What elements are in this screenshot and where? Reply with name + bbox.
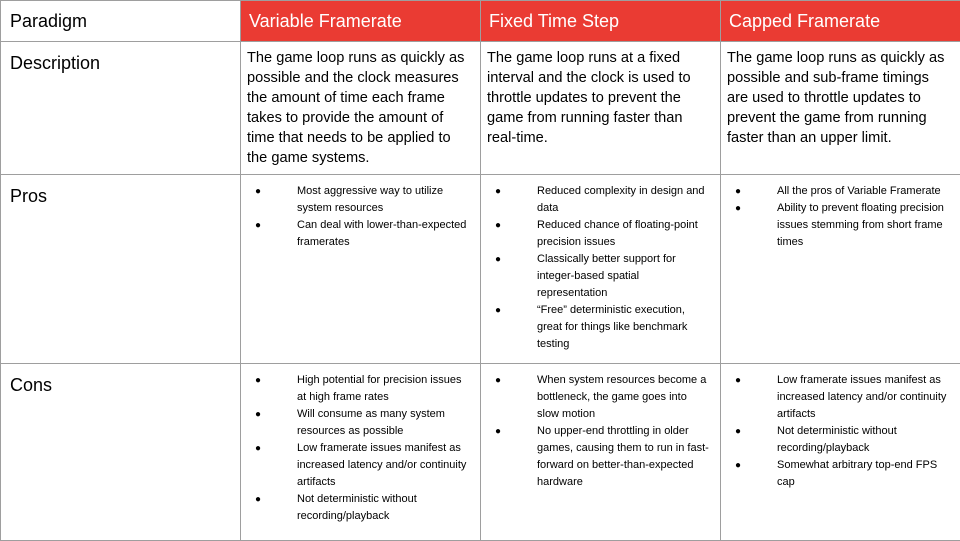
row-label-pros: Pros — [1, 175, 241, 364]
row-label-description: Description — [1, 42, 241, 175]
pros-list — [721, 183, 950, 251]
bullet-text: Not deterministic without recording/playback — [297, 493, 417, 522]
pros-list — [241, 183, 470, 251]
bullet-item — [537, 372, 710, 423]
bullet-item — [297, 217, 470, 251]
pros-cell — [481, 175, 721, 364]
bullet-icon: ● — [735, 183, 741, 200]
bullet-item — [297, 183, 470, 217]
bullet-text: “Free” deterministic execution, great for things like benchmark testing — [537, 304, 687, 350]
bullet-item — [777, 457, 950, 491]
bullet-icon: ● — [735, 457, 741, 474]
bullet-icon: ● — [495, 302, 501, 319]
bullet-text: Will consume as many system resources as possible — [297, 408, 445, 437]
bullet-item — [297, 372, 470, 406]
bullet-item — [537, 183, 710, 217]
row-label-cons: Cons — [1, 364, 241, 541]
bullet-text: High potential for precision issues at high frame rates — [297, 374, 461, 403]
cons-cell — [241, 364, 481, 541]
pros-list — [481, 183, 710, 353]
pros-cell — [241, 175, 481, 364]
bullet-icon: ● — [255, 183, 261, 200]
column-header-capped-framerate: Capped Framerate — [721, 1, 960, 42]
bullet-text: Somewhat arbitrary top-end FPS cap — [777, 459, 937, 488]
bullet-icon: ● — [495, 183, 501, 200]
bullet-item — [297, 406, 470, 440]
header-row — [1, 1, 960, 42]
bullet-text: Can deal with lower-than-expected framerates — [297, 219, 466, 248]
bullet-icon: ● — [255, 406, 261, 423]
bullet-icon: ● — [255, 217, 261, 234]
pros-cell — [721, 175, 960, 364]
description-cell: The game loop runs as quickly as possible and sub-frame timings are used to throttle updates to prevent the game from running faster than an upper limit. — [721, 42, 960, 175]
column-header-fixed-time-step: Fixed Time Step — [481, 1, 721, 42]
bullet-text: Most aggressive way to utilize system resources — [297, 185, 443, 214]
description-row — [1, 42, 960, 175]
bullet-item — [297, 491, 470, 525]
pros-row — [1, 175, 960, 364]
bullet-icon: ● — [255, 491, 261, 508]
bullet-item — [537, 217, 710, 251]
bullet-icon: ● — [735, 372, 741, 389]
bullet-item — [537, 251, 710, 302]
bullet-text: No upper-end throttling in older games, causing them to run in fast-forward on better-than-expected hardware — [537, 425, 709, 488]
bullet-text: Reduced chance of floating-point precision issues — [537, 219, 698, 248]
description-cell: The game loop runs at a fixed interval and the clock is used to throttle updates to prevent the game from running faster than real-time. — [481, 42, 721, 175]
bullet-text: Not deterministic without recording/playback — [777, 425, 897, 454]
cons-list — [481, 372, 710, 491]
bullet-text: Classically better support for integer-based spatial representation — [537, 253, 676, 299]
cons-cell — [721, 364, 960, 541]
bullet-text: Low framerate issues manifest as increased latency and/or continuity artifacts — [297, 442, 466, 488]
bullet-item — [777, 423, 950, 457]
bullet-icon: ● — [255, 440, 261, 457]
cons-cell — [481, 364, 721, 541]
bullet-icon: ● — [495, 217, 501, 234]
bullet-text: All the pros of Variable Framerate — [777, 185, 941, 197]
bullet-text: Reduced complexity in design and data — [537, 185, 705, 214]
bullet-icon: ● — [735, 423, 741, 440]
bullet-item — [777, 200, 950, 251]
bullet-text: Ability to prevent floating precision issues stemming from short frame times — [777, 202, 944, 248]
bullet-item — [777, 183, 950, 200]
bullet-text: Low framerate issues manifest as increased latency and/or continuity artifacts — [777, 374, 946, 420]
description-cell: The game loop runs as quickly as possible and the clock measures the amount of time each frame takes to provide the amount of time that needs to be applied to the game systems. — [241, 42, 481, 175]
bullet-item — [297, 440, 470, 491]
cons-list — [721, 372, 950, 491]
bullet-icon: ● — [255, 372, 261, 389]
bullet-icon: ● — [735, 200, 741, 217]
bullet-item — [777, 372, 950, 423]
bullet-icon: ● — [495, 251, 501, 268]
cons-row — [1, 364, 960, 541]
bullet-item — [537, 302, 710, 353]
bullet-icon: ● — [495, 423, 501, 440]
column-header-variable-framerate: Variable Framerate — [241, 1, 481, 42]
bullet-text: When system resources become a bottleneck, the game goes into slow motion — [537, 374, 706, 420]
bullet-item — [537, 423, 710, 491]
bullet-icon: ● — [495, 372, 501, 389]
paradigm-header: Paradigm — [1, 1, 241, 42]
cons-list — [241, 372, 470, 525]
